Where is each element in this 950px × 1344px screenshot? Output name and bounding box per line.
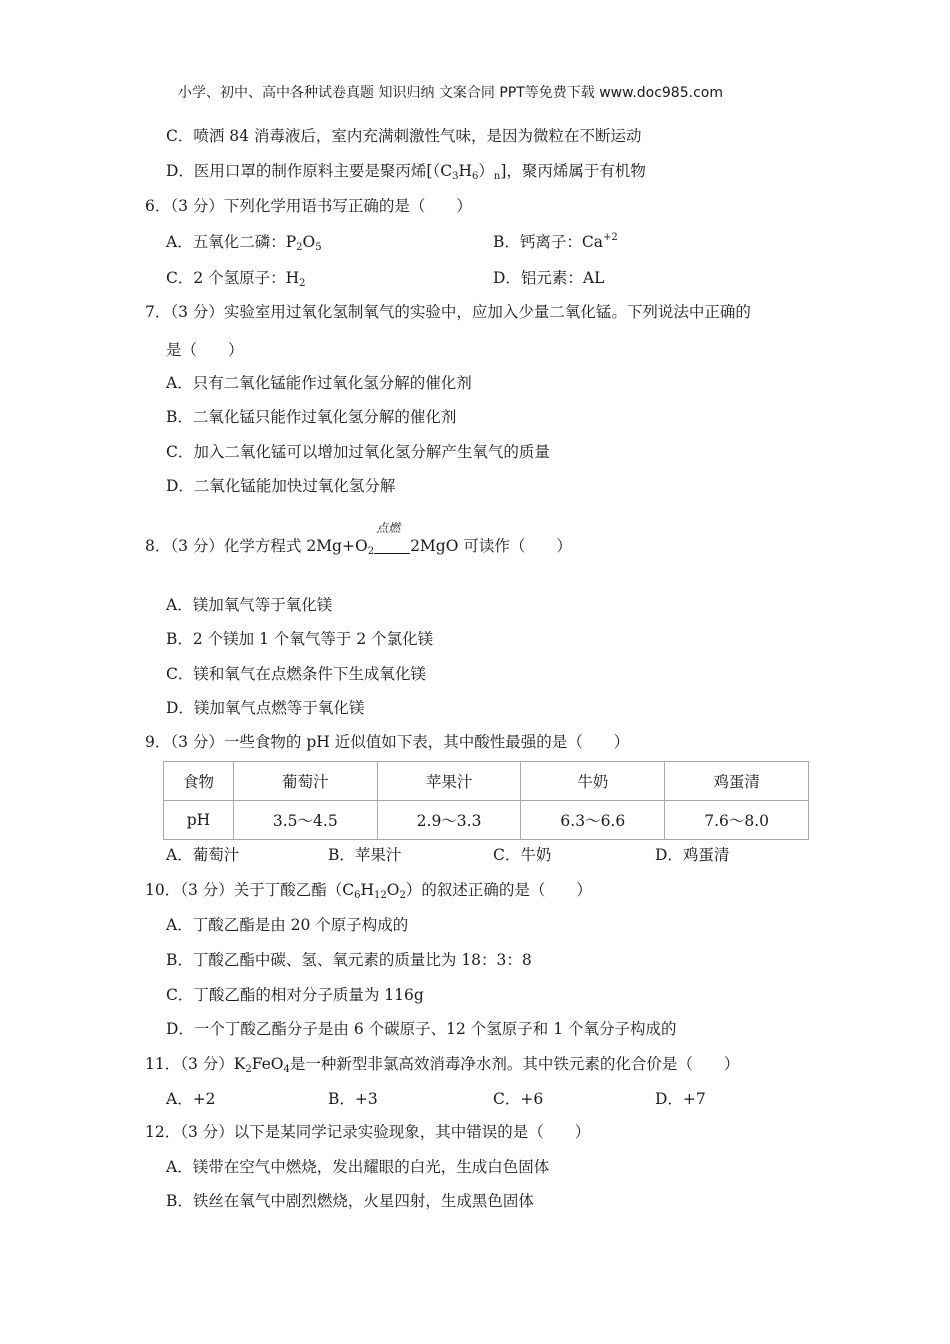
ph-table: [163, 761, 809, 840]
table-cell: 6.3～6.6: [521, 801, 665, 840]
q10-stem: 10．（3 分）关于丁酸乙酯$(C_6H_{12}O_2)$的叙述正确的是（ ）: [145, 881, 592, 901]
table-header-cell: 葡萄汁: [233, 762, 377, 801]
q10-option-b: B．丁酸乙酯中碳、氢、氧元素的质量比为 18：3：8: [166, 951, 532, 969]
q11-stem: 11．（3 分）$K_2FeO_4$是一种新型非氯高效消毒净水剂。其中铁元素的化合价是（ ）: [145, 1055, 740, 1075]
q10-option-d: D．一个丁酸乙酯分子是由 6 个碳原子、12 个氢原子和 1 个氧分子构成的: [166, 1020, 677, 1038]
q6-stem: 6．（3 分）下列化学用语书写正确的是（ ）: [145, 197, 472, 215]
reaction-condition: 点燃: [376, 521, 401, 535]
table-header-cell: 食物: [164, 762, 234, 801]
q7-option-a: A．只有二氧化锰能作过氧化氢分解的催化剂: [166, 374, 472, 392]
q11-option-d: D．+7: [655, 1090, 706, 1108]
q12-stem: 12．（3 分）以下是某同学记录实验现象，其中错误的是（ ）: [145, 1123, 591, 1141]
q9-option-a: A．葡萄汁: [166, 846, 240, 864]
q7-option-c: C．加入二氧化锰可以增加过氧化氢分解产生氧气的质量: [166, 443, 550, 461]
q8-option-c: C．镁和氧气在点燃条件下生成氧化镁: [166, 665, 426, 683]
q6-option-b: B．钙离子：$Ca^{+2}$: [493, 232, 618, 251]
q7-option-b: B．二氧化锰只能作过氧化氢分解的催化剂: [166, 408, 457, 426]
q8-option-a: A．镁加氧气等于氧化镁: [166, 596, 333, 614]
page-header: 小学、初中、高中各种试卷真题 知识归纳 文案合同 PPT等免费下载 www.doc985.com: [178, 85, 723, 101]
table-header-cell: 鸡蛋清: [665, 762, 809, 801]
table-header-cell: 苹果汁: [377, 762, 521, 801]
q10-option-c: C．丁酸乙酯的相对分子质量为 116g: [166, 986, 424, 1004]
q5-option-c: C．喷洒 84 消毒液后，室内充满刺激性气味，是因为微粒在不断运动: [166, 127, 642, 145]
q7-stem-line1: 7．（3 分）实验室用过氧化氢制氧气的实验中，应加入少量二氧化锰。下列说法中正确的: [145, 303, 751, 321]
q7-stem-line2: 是（ ）: [166, 341, 244, 359]
q6-option-a: A．五氧化二磷：$P_2O_5$: [166, 233, 322, 253]
q8-option-b: B．2 个镁加 1 个氧气等于 2 个氯化镁: [166, 630, 434, 648]
q9-option-d: D．鸡蛋清: [655, 846, 730, 864]
q9-option-b: B．苹果汁: [328, 846, 402, 864]
reaction-condition-arrow: [374, 521, 410, 556]
q12-option-b: B．铁丝在氧气中剧烈燃烧，火星四射，生成黑色固体: [166, 1192, 534, 1210]
q10-option-a: A．丁酸乙酯是由 20 个原子构成的: [166, 916, 409, 934]
q9-stem: 9．（3 分）一些食物的 pH 近似值如下表，其中酸性最强的是（ ）: [145, 733, 630, 751]
q11-option-b: B．+3: [328, 1090, 378, 1108]
table-cell: 3.5～4.5: [233, 801, 377, 840]
q8-option-d: D．镁加氧气点燃等于氧化镁: [166, 699, 365, 717]
table-cell: 7.6～8.0: [665, 801, 809, 840]
q12-option-a: A．镁带在空气中燃烧，发出耀眼的白光，生成白色固体: [166, 1158, 550, 1176]
q7-option-d: D．二氧化锰能加快过氧化氢分解: [166, 477, 396, 495]
q11-option-c: C．+6: [493, 1090, 544, 1108]
q11-option-a: A．+2: [166, 1090, 216, 1108]
table-cell: 2.9～3.3: [377, 801, 521, 840]
q6-option-d: D．铝元素：AL: [493, 269, 605, 287]
q8-stem: 8．（3 分）化学方程式 $2Mg+O_2$ 点燃 2MgO 可读作（ ）: [145, 536, 572, 556]
table-row: [164, 801, 809, 840]
q9-option-c: C．牛奶: [493, 846, 552, 864]
table-header-row: [164, 762, 809, 801]
table-cell: pH: [164, 801, 234, 840]
q5-option-d: D．医用口罩的制作原料主要是聚丙烯$[(C_3H_6)_n]$，聚丙烯属于有机物: [166, 162, 646, 182]
table-header-cell: 牛奶: [521, 762, 665, 801]
q6-option-c: C．2 个氢原子：$H_2$: [166, 269, 306, 289]
